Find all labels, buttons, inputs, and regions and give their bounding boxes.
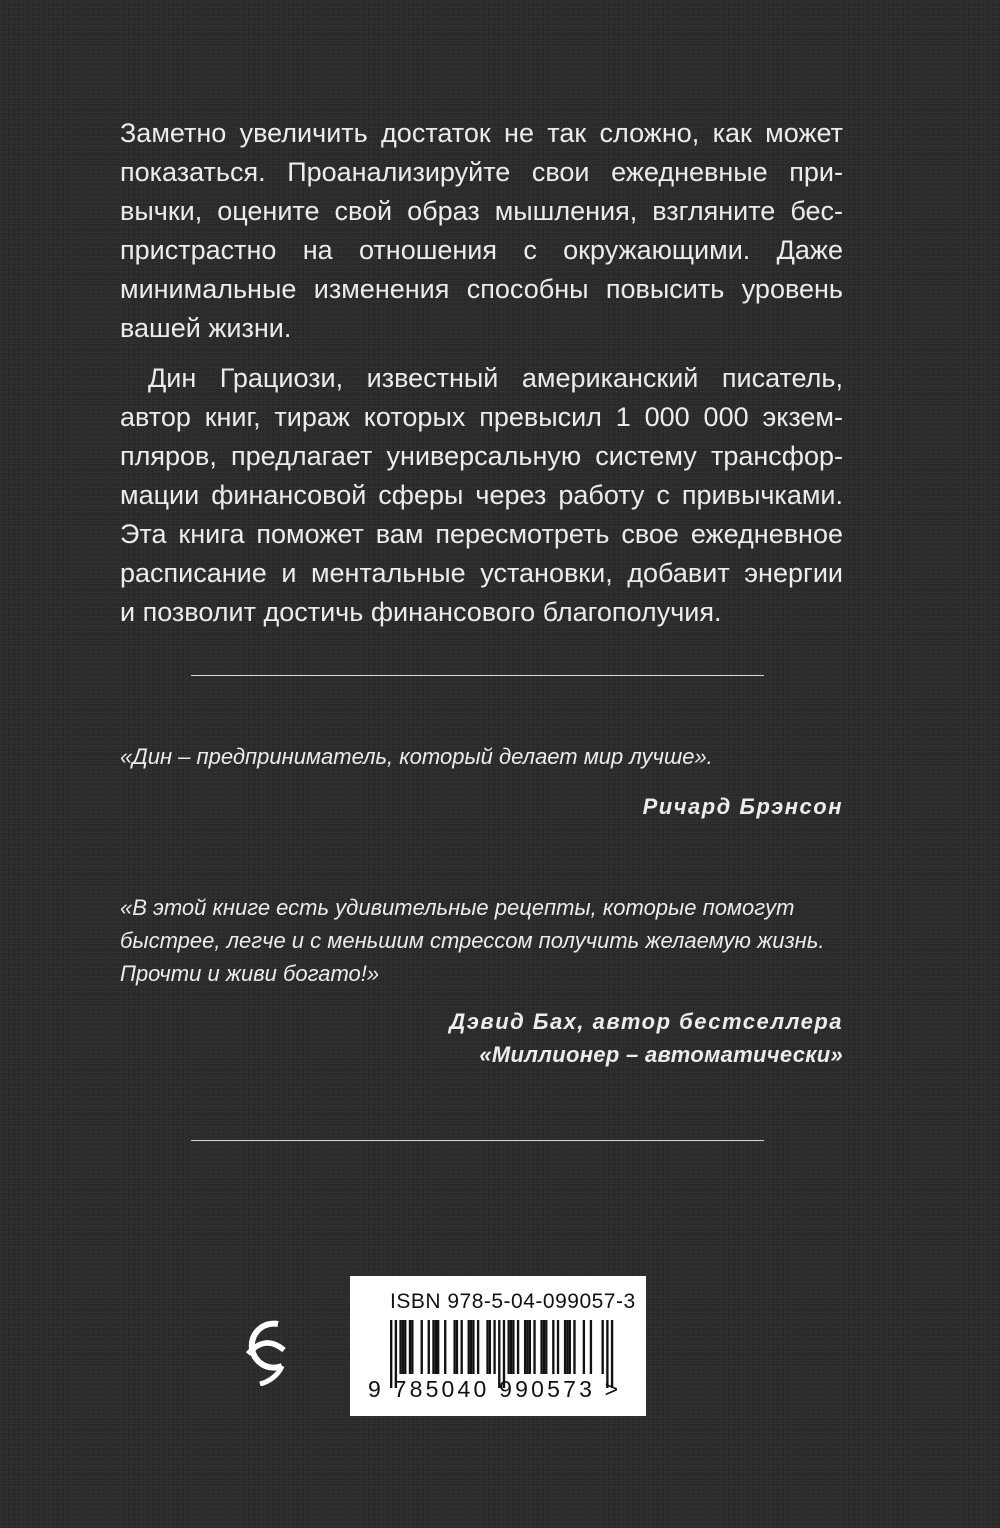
barcode-bar xyxy=(602,1320,604,1374)
barcode-bar xyxy=(402,1320,404,1374)
quote-line: «В этой книге есть удивительные рецепты, которые помогут xyxy=(120,895,795,920)
text-line: автор книг, тираж которых превысил 1 000 000 экзем- xyxy=(120,402,843,432)
barcode-bar xyxy=(404,1320,406,1374)
text-line: и позволит достичь финансового благополучия. xyxy=(120,597,722,627)
barcode-bar xyxy=(493,1320,495,1374)
text-line: расписание и ментальные установки, добавит энергии xyxy=(120,558,843,588)
barcode-bar xyxy=(468,1320,470,1374)
barcode-bar xyxy=(529,1320,531,1374)
description-paragraph-2 xyxy=(120,359,843,632)
attribution-line: Дэвид Бах, автор бестселлера xyxy=(449,1009,843,1034)
barcode-bar xyxy=(533,1320,535,1374)
barcode-bar xyxy=(456,1320,458,1374)
text-line: мации финансовой сферы через работу с привычками. xyxy=(120,480,843,510)
barcode-bar xyxy=(545,1320,547,1374)
barcode-bar xyxy=(409,1320,411,1374)
barcode-bar xyxy=(512,1320,514,1374)
quote-2-attribution xyxy=(449,1005,843,1071)
divider xyxy=(191,1140,764,1141)
barcode-bar xyxy=(421,1320,423,1374)
divider xyxy=(191,675,764,676)
barcode-bar xyxy=(517,1320,519,1374)
isbn-label: ISBN 978-5-04-099057-3 xyxy=(390,1290,636,1313)
barcode-bar xyxy=(432,1320,434,1374)
barcode-bar xyxy=(569,1320,571,1374)
barcode-bar xyxy=(453,1320,455,1374)
quote-line: быстрее, легче и с меньшим стрессом получить желаемую жизнь. xyxy=(120,928,825,953)
barcode-bar xyxy=(472,1320,474,1374)
text-line: Эта книга поможет вам пересмотреть свое ежедневное xyxy=(120,519,843,549)
barcode-bar xyxy=(411,1320,413,1374)
barcode-bar xyxy=(540,1320,542,1374)
barcode-bar xyxy=(583,1320,585,1374)
barcode-bar xyxy=(510,1320,512,1374)
barcode-bar xyxy=(428,1320,430,1374)
barcode-bar xyxy=(552,1320,554,1374)
attribution-line: Ричард Брэнсон xyxy=(642,794,843,819)
text-line: показаться. Проанализируйте свои ежедневные при- xyxy=(120,157,843,187)
text-line: вашей жизни. xyxy=(120,313,292,343)
text-line: минимальные изменения способны повысить уровень xyxy=(120,274,843,304)
ean-digits: 9 785040 990573 > xyxy=(368,1376,622,1402)
barcode-bar xyxy=(461,1320,463,1374)
barcode-bar xyxy=(437,1320,439,1374)
description-paragraph-1 xyxy=(120,114,843,348)
barcode-bar xyxy=(477,1320,479,1374)
barcode-bar xyxy=(486,1320,488,1374)
quote-line: Прочти и живи богато!» xyxy=(120,961,380,986)
text-line: Дин Грациози, известный американский писатель, xyxy=(148,363,843,393)
quote-line: «Дин – предприниматель, который делает мир лучше». xyxy=(120,744,713,769)
barcode-bar xyxy=(590,1320,592,1374)
barcode-bar xyxy=(470,1320,472,1374)
barcode-bar xyxy=(557,1320,559,1374)
quote-1-attribution xyxy=(643,790,843,823)
text-line: Заметно увеличить достаток не так сложно, как может xyxy=(120,118,843,148)
barcode-bar xyxy=(399,1320,401,1374)
isbn-barcode-panel xyxy=(350,1276,646,1416)
text-line: вычки, оцените свой образ мышления, взгляните бес- xyxy=(120,196,843,226)
barcode-bar xyxy=(435,1320,437,1374)
barcode-bar xyxy=(444,1320,446,1374)
barcode-bar xyxy=(489,1320,491,1374)
barcode-bar xyxy=(573,1320,575,1374)
text-line: пляров, предлагает универсальную систему трансфор- xyxy=(120,441,843,471)
barcode-bar xyxy=(566,1320,568,1374)
barcode-bar xyxy=(524,1320,526,1374)
text-line: пристрастно на отношения с окружающими. Даже xyxy=(120,235,843,265)
attribution-line: «Миллионер – автоматически» xyxy=(479,1042,843,1067)
quote-1 xyxy=(120,740,843,773)
barcode-bar xyxy=(564,1320,566,1374)
barcode-bar xyxy=(508,1320,510,1374)
quote-2 xyxy=(120,891,843,990)
barcode-bar xyxy=(526,1320,528,1374)
barcode-bar xyxy=(543,1320,545,1374)
eksmo-logo-icon xyxy=(238,1310,292,1386)
